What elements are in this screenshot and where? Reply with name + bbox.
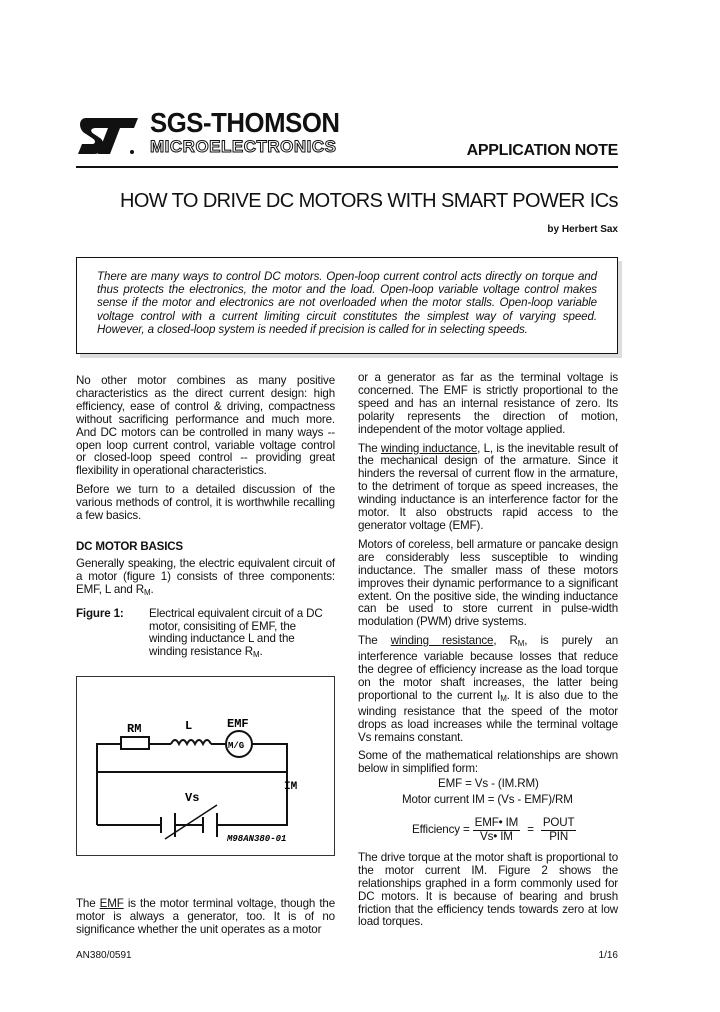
page-number: 1/16 bbox=[598, 950, 618, 961]
paragraph: Some of the mathematical relationships are shown below in simplified form: bbox=[358, 749, 618, 776]
equation-efficiency: Efficiency = $\frac{\text{EMF• IM}}{Vs• IM}$ = $\frac{\text{POUT}}{\text{PIN}}$ bbox=[412, 816, 575, 843]
author: by Herbert Sax bbox=[547, 224, 618, 235]
left-column-cont bbox=[76, 898, 335, 943]
paragraph: The winding resistance, $R_M$, is purely an interference variable because losses that reduce the degree of efficiency increase as the load torque on the motor shaft increases, the latter being proportional to the current $I_M$. It is also due to the winding resistance that the speed of the motor drops as load increases while the terminal voltage Vs remains constant. bbox=[358, 634, 619, 744]
equation-current: Motor current IM = (Vs - EMF)/RM bbox=[402, 793, 573, 807]
im-label: IM bbox=[284, 781, 298, 793]
paragraph: or a generator as far as the terminal voltage is concerned. The EMF is strictly proportional to the speed and has an internal resistance of zero. Its polarity represents the direction of motion, independent of the motor voltage applied. bbox=[358, 371, 618, 436]
figure-caption: Figure 1: Electrical equivalent circuit of a DC motor, consisiting of EMF, the winding inductance L and the winding resistance $R_M$. bbox=[76, 608, 335, 663]
paragraph: The winding inductance, L, is the inevitable result of the mechanical design of the armature. Since it hinders the reversal of current flow in the armature, to the detriment of torque as speed increases, the winding inductance is an interference factor for the motor. It also obstructs rapid access to the generator voltage (EMF). bbox=[358, 441, 618, 532]
equation-emf: EMF = Vs - (IM.RM) bbox=[438, 777, 539, 791]
header-rule bbox=[76, 166, 618, 168]
inductor-l bbox=[171, 740, 211, 744]
paragraph: The drive torque at the motor shaft is proportional to the motor current IM. Figure 2 shows the relationships graphed in a form commonly used for DC motors. It is because of bearing and brush friction that the efficiency tends towards zero at low load torques. bbox=[358, 850, 618, 929]
right-column bbox=[358, 372, 618, 935]
circuit-figure bbox=[76, 676, 335, 856]
rm-label: RM bbox=[127, 722, 142, 736]
l-label: L bbox=[185, 719, 193, 733]
brand-subtitle: MICROELECTRONICS bbox=[150, 137, 337, 156]
abstract-box bbox=[76, 257, 618, 354]
abstract-text: There are many ways to control DC motors. Open-loop current control acts directly on torque and thus protects the electronics, the motor and the load. Open-loop variable voltage control makes sense if the motor and electronics are not overloaded when the motor stalls. Open-loop variable voltage control with a current limiting circuit constitutes the simplest way of varying speed. However, a closed-loop system is needed if precision is called for in selecting speeds. bbox=[97, 270, 597, 336]
paragraph: Before we turn to a detailed discussion of the various methods of control, it is worthwhile recalling a few basics. bbox=[76, 483, 335, 523]
left-column bbox=[76, 375, 335, 662]
st-logo-icon bbox=[76, 110, 140, 156]
paragraph: No other motor combines as many positive characteristics as the direct current design: high efficiency, ease of control & driving, compactness without sacrificing performance and much more. And DC motors can be controlled in many ways -- open loop current control, variable voltage control or closed-loop speed control -- providing great flexibility in operational characteristics. bbox=[76, 374, 335, 478]
doc-type: APPLICATION NOTE bbox=[466, 142, 618, 159]
brand-name: SGS-THOMSON bbox=[150, 107, 340, 138]
paragraph: Motors of coreless, bell armature or pancake design are considerably less susceptible to winding inductance. The smaller mass of these motors improves their dynamic performance to a significant extent. On the positive side, the winding inductance can be used to store current in pulse-width modulation (PWM) drive systems. bbox=[358, 537, 618, 629]
figure-code: M98AN380-01 bbox=[227, 834, 287, 844]
page-title: HOW TO DRIVE DC MOTORS WITH SMART POWER ICs bbox=[120, 190, 618, 212]
resistor-rm bbox=[121, 737, 149, 749]
paragraph: Generally speaking, the electric equivalent circuit of a motor (figure 1) consists of three components: EMF, L and $R_M$. bbox=[76, 556, 335, 597]
footer-code: AN380/0591 bbox=[76, 950, 132, 961]
section-heading: DC MOTOR BASICS bbox=[76, 539, 183, 553]
emf-label: EMF bbox=[227, 717, 249, 731]
figure-label: Figure 1: bbox=[76, 606, 124, 620]
mg-label: M/G bbox=[228, 741, 245, 751]
vs-label: Vs bbox=[185, 791, 200, 805]
paragraph: The EMF is the motor terminal voltage, though the motor is always a generator, too. It is of no significance whether the unit operates as a motor bbox=[76, 897, 335, 936]
